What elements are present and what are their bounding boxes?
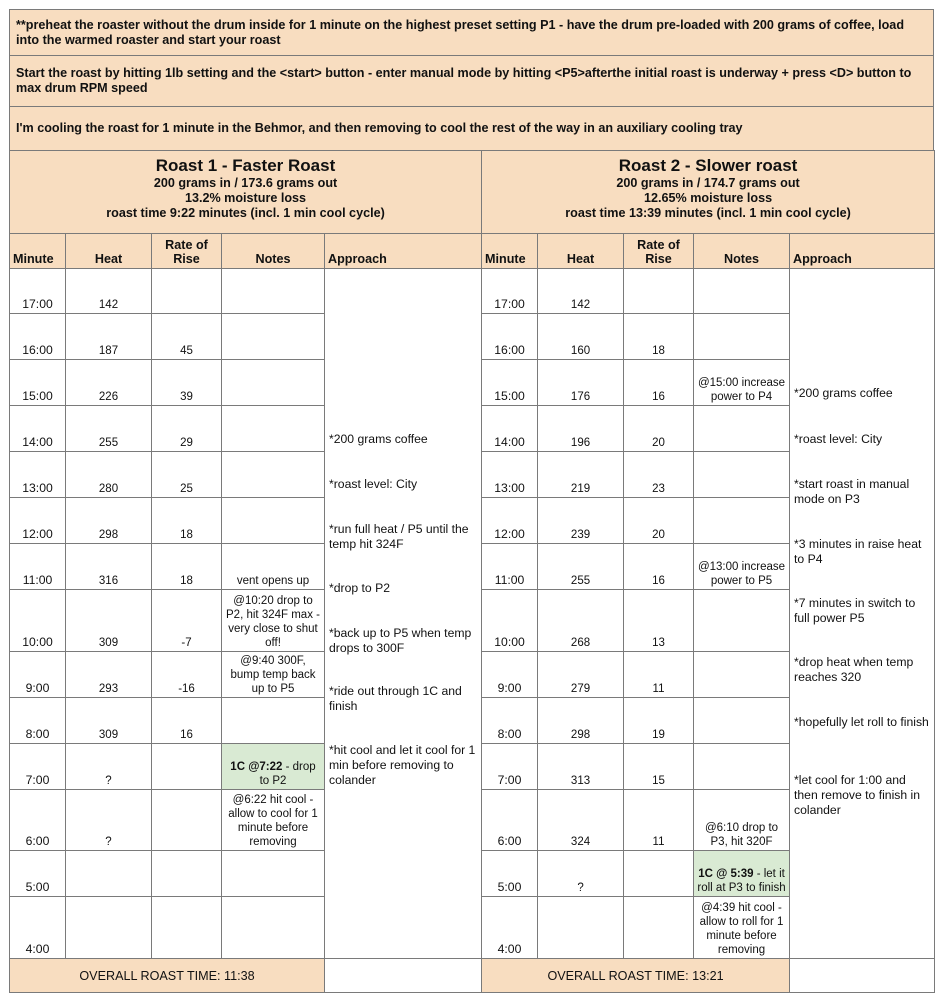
instruction-start — [9, 55, 934, 106]
col-ror-label: Rate of Rise — [637, 238, 680, 266]
roast2-ror-cell — [624, 314, 694, 360]
col-heat-header: Heat — [538, 234, 624, 269]
rate-of-rise-value: 15 — [652, 774, 665, 787]
roast2-heat-cell — [538, 314, 624, 360]
roast1-ror-cell — [152, 590, 222, 651]
minute-value: 4:00 — [497, 942, 522, 956]
col-ror-header — [624, 234, 694, 269]
heat-value: 324 — [570, 835, 591, 848]
roast2-approach-column — [790, 269, 935, 959]
rate-of-rise-value: -16 — [178, 682, 195, 695]
minute-value: 17:00 — [494, 297, 525, 312]
roast1-minute-cell — [10, 406, 66, 452]
roast1-heat-cell — [66, 314, 152, 360]
roast1-approach-column — [325, 269, 482, 959]
roast2-heat-cell — [538, 452, 624, 498]
roast2-minute-cell — [482, 360, 538, 406]
rate-of-rise-value: 20 — [652, 437, 665, 450]
rate-of-rise-value: 13 — [652, 636, 665, 649]
heat-value: 309 — [98, 636, 119, 649]
roast1-minute-cell — [10, 697, 66, 743]
roast1-ror-cell — [152, 743, 222, 789]
roast1-heat-cell — [66, 789, 152, 850]
roast1-heat-cell — [66, 498, 152, 544]
approach-item: *ride out through 1C and finish — [329, 684, 462, 713]
col-minute-header: Minute — [10, 234, 66, 269]
roast1-note-cell — [222, 498, 325, 544]
note-emphasis: 1C @ 5:39 — [698, 867, 754, 880]
roast2-heat-cell — [538, 743, 624, 789]
roast2-heat-cell — [538, 896, 624, 958]
heat-value: 309 — [98, 728, 119, 741]
approach-item: *7 minutes in switch to full power P5 — [794, 596, 916, 625]
roast1-heat-cell — [66, 544, 152, 590]
roast2-note-cell — [694, 651, 790, 697]
roast2-minute-cell — [482, 406, 538, 452]
roast1-heat-cell — [66, 896, 152, 958]
roast1-minute-cell — [10, 314, 66, 360]
roast1-ror-cell — [152, 498, 222, 544]
note-text: @9:40 300F, bump temp back up to P5 — [230, 654, 316, 695]
roast2-minute-cell — [482, 896, 538, 958]
rate-of-rise-value: 23 — [652, 483, 665, 496]
roast2-weights: 200 grams in / 174.7 grams out — [616, 176, 800, 190]
roast2-ror-cell — [624, 697, 694, 743]
roast1-note-cell — [222, 590, 325, 651]
instruction-preheat-text: **preheat the roaster without the drum inside for 1 minute on the highest preset setting P1 - have the drum pre-loaded with 200 grams of coffee, load into the warmed roaster and start your roast — [16, 17, 905, 47]
roast1-minute-cell — [10, 269, 66, 314]
heat-value: 268 — [570, 636, 591, 649]
col-heat-header: Heat — [66, 234, 152, 269]
roast2-title: Roast 2 - Slower roast — [618, 156, 798, 175]
overall-roast-time-value: OVERALL ROAST TIME: 13:21 — [547, 968, 724, 983]
roast1-ror-cell — [152, 697, 222, 743]
roast2-ror-cell — [624, 850, 694, 896]
roast1-note-cell — [222, 651, 325, 697]
heat-value: 160 — [570, 345, 591, 358]
roast2-heat-cell — [538, 360, 624, 406]
rate-of-rise-value: 25 — [180, 483, 193, 496]
roast1-ror-cell — [152, 406, 222, 452]
rate-of-rise-value: 11 — [652, 835, 665, 848]
rate-of-rise-value: -7 — [181, 636, 192, 649]
overall-time-row — [10, 959, 935, 993]
roast2-minute-cell — [482, 743, 538, 789]
minute-value: 15:00 — [22, 389, 53, 404]
minute-value: 12:00 — [22, 527, 53, 542]
roast1-note-cell — [222, 697, 325, 743]
roast1-minute-cell — [10, 743, 66, 789]
roast2-note-cell — [694, 314, 790, 360]
overall-roast-time-value: OVERALL ROAST TIME: 11:38 — [79, 968, 255, 983]
approach-item: *roast level: City — [794, 432, 883, 446]
roast2-moisture: 12.65% moisture loss — [643, 191, 773, 205]
roast2-note-cell — [694, 452, 790, 498]
rate-of-rise-value: 20 — [652, 529, 665, 542]
roast2-minute-cell — [482, 850, 538, 896]
roast1-heat-cell — [66, 697, 152, 743]
col-minute-header: Minute — [482, 234, 538, 269]
roast2-minute-cell — [482, 651, 538, 697]
heat-value: 219 — [570, 483, 591, 496]
minute-value: 14:00 — [22, 435, 53, 450]
roast2-heat-cell — [538, 498, 624, 544]
roast1-heat-cell — [66, 590, 152, 651]
roast2-heat-cell — [538, 850, 624, 896]
roast2-ror-cell — [624, 269, 694, 314]
roast1-heat-cell — [66, 360, 152, 406]
minute-value: 7:00 — [25, 772, 50, 787]
roast2-note-cell — [694, 743, 790, 789]
roast1-heat-cell — [66, 406, 152, 452]
roast1-minute-cell — [10, 651, 66, 697]
minute-value: 8:00 — [497, 726, 522, 741]
roast2-heat-cell — [538, 789, 624, 850]
roast1-minute-cell — [10, 360, 66, 406]
heat-value: 316 — [98, 575, 119, 588]
roast2-ror-cell — [624, 406, 694, 452]
note-text: @15:00 increase power to P4 — [697, 377, 786, 404]
heat-value: 196 — [570, 437, 591, 450]
roast1-overall-roast-time — [10, 959, 325, 993]
approach-item: *drop heat when temp reaches 320 — [794, 655, 914, 684]
heat-value: 298 — [98, 529, 119, 542]
roast1-heat-cell — [66, 743, 152, 789]
col-approach-header: Approach — [325, 234, 482, 269]
column-header-row — [10, 234, 935, 269]
heat-value: 279 — [570, 682, 591, 695]
approach-item: *200 grams coffee — [794, 386, 893, 400]
roast1-moisture: 13.2% moisture loss — [184, 191, 307, 205]
heat-value: 280 — [98, 483, 119, 496]
approach-item: *3 minutes in raise heat to P4 — [794, 537, 922, 566]
minute-value: 14:00 — [494, 435, 525, 450]
minute-value: 13:00 — [22, 481, 53, 496]
minute-value: 5:00 — [25, 879, 50, 894]
minute-value: 9:00 — [25, 680, 50, 695]
roast1-heat-cell — [66, 850, 152, 896]
note-text: @4:39 hit cool - allow to roll for 1 minute before removing — [699, 902, 784, 956]
roast2-note-cell — [694, 590, 790, 651]
roast1-note-cell — [222, 360, 325, 406]
roast1-weights: 200 grams in / 173.6 grams out — [153, 176, 338, 190]
rate-of-rise-value: 39 — [180, 391, 193, 404]
roast1-minute-cell — [10, 896, 66, 958]
heat-value: 313 — [570, 774, 591, 787]
minute-value: 11:00 — [22, 573, 53, 588]
roast2-overall-roast-time — [482, 959, 790, 993]
roast2-minute-cell — [482, 452, 538, 498]
instruction-preheat — [9, 9, 934, 55]
approach-item: *drop to P2 — [329, 581, 390, 595]
heat-value: ? — [577, 881, 584, 894]
rate-of-rise-value: 11 — [652, 682, 665, 695]
rate-of-rise-value: 16 — [652, 391, 665, 404]
roast1-minute-cell — [10, 590, 66, 651]
roast1-ror-cell — [152, 314, 222, 360]
roast1-ror-cell — [152, 789, 222, 850]
roast2-ror-cell — [624, 498, 694, 544]
heat-value: 255 — [98, 437, 119, 450]
roast1-header — [10, 151, 482, 234]
note-text: @6:10 drop to P3, hit 320F — [704, 821, 779, 848]
roast2-time: roast time 13:39 minutes (incl. 1 min cool cycle) — [565, 206, 851, 220]
approach-item: *let cool for 1:00 and then remove to finish in colander — [794, 773, 921, 817]
minute-value: 6:00 — [25, 833, 50, 848]
roast1-ror-cell — [152, 360, 222, 406]
heat-value: 255 — [570, 575, 591, 588]
heat-value: 142 — [98, 299, 119, 312]
roast1-minute-cell — [10, 850, 66, 896]
roast1-ror-cell — [152, 850, 222, 896]
col-approach-header: Approach — [790, 234, 935, 269]
roast2-minute-cell — [482, 314, 538, 360]
heat-value: 226 — [98, 391, 119, 404]
minute-value: 10:00 — [22, 634, 53, 649]
note-text: @6:22 hit cool - allow to cool for 1 minute before removing — [228, 793, 318, 848]
roast2-ror-cell — [624, 743, 694, 789]
note-text: @10:20 drop to P2, hit 324F max - very close to shut off! — [226, 594, 320, 649]
roast2-note-cell — [694, 406, 790, 452]
heat-value: 298 — [570, 728, 591, 741]
roast1-note-cell — [222, 743, 325, 789]
roast-log-sheet — [9, 9, 934, 993]
minute-value: 17:00 — [22, 297, 53, 312]
roast2-ror-cell — [624, 896, 694, 958]
roast2-overall-blank — [790, 959, 935, 993]
heat-value: ? — [105, 774, 112, 787]
roast1-note-cell — [222, 314, 325, 360]
minute-value: 11:00 — [494, 573, 525, 588]
roast2-ror-cell — [624, 651, 694, 697]
col-ror-header — [152, 234, 222, 269]
roast2-minute-cell — [482, 590, 538, 651]
col-ror-label: Rate of Rise — [165, 238, 208, 266]
approach-item: *back up to P5 when temp drops to 300F — [329, 626, 472, 655]
minute-value: 10:00 — [494, 634, 525, 649]
minute-value: 7:00 — [497, 772, 522, 787]
roast2-minute-cell — [482, 269, 538, 314]
minute-value: 6:00 — [497, 833, 522, 848]
rate-of-rise-value: 18 — [652, 345, 665, 358]
roast1-ror-cell — [152, 544, 222, 590]
approach-item: *roast level: City — [329, 477, 418, 491]
rate-of-rise-value: 18 — [180, 529, 193, 542]
note-text: vent opens up — [236, 575, 310, 588]
table-row — [10, 269, 935, 314]
minute-value: 4:00 — [25, 942, 50, 956]
heat-value: 176 — [570, 391, 591, 404]
roast1-note-cell — [222, 789, 325, 850]
roast1-note-cell — [222, 406, 325, 452]
roast2-heat-cell — [538, 697, 624, 743]
roast2-ror-cell — [624, 789, 694, 850]
roast2-note-cell — [694, 789, 790, 850]
approach-item: *run full heat / P5 until the temp hit 324F — [329, 522, 469, 551]
roast2-heat-cell — [538, 406, 624, 452]
heat-value: 187 — [98, 345, 119, 358]
roast1-minute-cell — [10, 498, 66, 544]
roast2-approach-list — [790, 269, 934, 958]
roast1-minute-cell — [10, 452, 66, 498]
minute-value: 12:00 — [494, 527, 525, 542]
roast2-minute-cell — [482, 789, 538, 850]
roast2-ror-cell — [624, 452, 694, 498]
note-text: - drop to P2 — [259, 760, 316, 787]
roast2-heat-cell — [538, 651, 624, 697]
roast1-title: Roast 1 - Faster Roast — [155, 156, 336, 175]
heat-value: 293 — [98, 682, 119, 695]
roast-table — [9, 150, 935, 993]
roast2-note-cell — [694, 498, 790, 544]
minute-value: 8:00 — [25, 726, 50, 741]
roast2-note-cell — [694, 850, 790, 896]
roast1-ror-cell — [152, 269, 222, 314]
minute-value: 9:00 — [497, 680, 522, 695]
roast1-heat-cell — [66, 269, 152, 314]
roast2-note-cell — [694, 544, 790, 590]
roast1-approach-list — [325, 269, 481, 958]
instruction-cooling — [9, 106, 934, 150]
roast1-note-cell — [222, 452, 325, 498]
rate-of-rise-value: 29 — [180, 437, 193, 450]
rate-of-rise-value: 16 — [180, 728, 193, 741]
minute-value: 16:00 — [494, 343, 525, 358]
col-notes-header: Notes — [694, 234, 790, 269]
roast1-ror-cell — [152, 452, 222, 498]
roast1-heat-cell — [66, 651, 152, 697]
instruction-start-text: Start the roast by hitting 1lb setting and the <start> button - enter manual mode by hitting <P5>afterthe initial roast is underway + press <D> button to max drum RPM speed — [16, 66, 912, 95]
roast2-minute-cell — [482, 498, 538, 544]
roast2-note-cell — [694, 269, 790, 314]
col-notes-header: Notes — [222, 234, 325, 269]
minute-value: 15:00 — [494, 389, 525, 404]
roast2-ror-cell — [624, 360, 694, 406]
heat-value: ? — [105, 835, 112, 848]
approach-item: *hit cool and let it cool for 1 min before removing to colander — [329, 743, 476, 787]
instruction-cooling-text: I'm cooling the roast for 1 minute in the Behmor, and then removing to cool the rest of the way in an auxiliary cooling tray — [16, 121, 743, 135]
minute-value: 5:00 — [497, 879, 522, 894]
roast1-overall-blank — [325, 959, 482, 993]
roast2-note-cell — [694, 360, 790, 406]
roast1-note-cell — [222, 850, 325, 896]
roast2-minute-cell — [482, 697, 538, 743]
roast1-heat-cell — [66, 452, 152, 498]
rate-of-rise-value: 16 — [652, 575, 665, 588]
roast2-ror-cell — [624, 544, 694, 590]
heat-value: 142 — [570, 299, 591, 312]
roast2-ror-cell — [624, 590, 694, 651]
roast1-ror-cell — [152, 896, 222, 958]
roast2-note-cell — [694, 896, 790, 958]
roast1-note-cell — [222, 896, 325, 958]
roast2-minute-cell — [482, 544, 538, 590]
roast1-time: roast time 9:22 minutes (incl. 1 min cool cycle) — [106, 206, 385, 220]
roast1-minute-cell — [10, 544, 66, 590]
approach-item: *200 grams coffee — [329, 432, 428, 446]
rate-of-rise-value: 45 — [180, 345, 193, 358]
roast2-heat-cell — [538, 544, 624, 590]
roast1-note-cell — [222, 544, 325, 590]
roast2-header — [482, 151, 935, 234]
note-emphasis: 1C @7:22 — [230, 760, 283, 773]
roast2-heat-cell — [538, 590, 624, 651]
roast2-note-cell — [694, 697, 790, 743]
roast1-minute-cell — [10, 789, 66, 850]
heat-value: 239 — [570, 529, 591, 542]
minute-value: 16:00 — [22, 343, 53, 358]
rate-of-rise-value: 18 — [180, 575, 193, 588]
rate-of-rise-value: 19 — [652, 728, 665, 741]
minute-value: 13:00 — [494, 481, 525, 496]
note-text: @13:00 increase power to P5 — [697, 561, 786, 588]
approach-item: *hopefully let roll to finish — [794, 715, 929, 729]
approach-item: *start roast in manual mode on P3 — [794, 477, 910, 506]
roast2-heat-cell — [538, 269, 624, 314]
note-text: - let it roll at P3 to finish — [697, 867, 786, 894]
roast1-ror-cell — [152, 651, 222, 697]
roast1-note-cell — [222, 269, 325, 314]
